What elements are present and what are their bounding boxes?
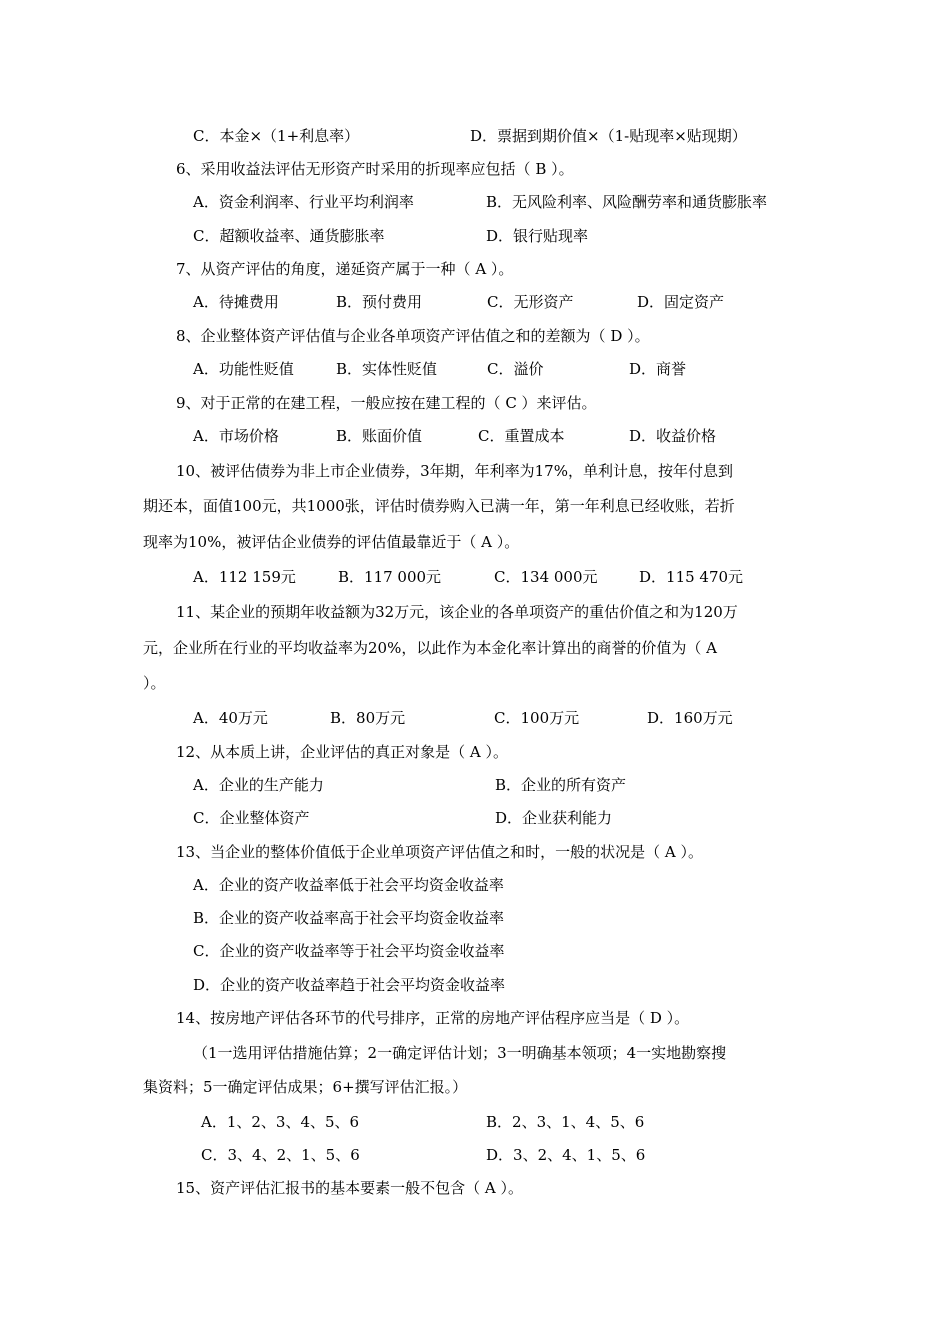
option-a: A．市场价格 [193,427,279,445]
option-a: A．企业的资产收益率低于社会平均资金收益率 [193,876,504,894]
question-14-note: （1一选用评估措施估算；2一确定评估计划；3一明确基本领项；4一实地勘察搜 [193,1044,727,1062]
question-11-cont: 元，企业所在行业的平均收益率为20%，以此作为本金化率计算出的商誉的价值为（ A [143,639,717,657]
question-9: 9、对于正常的在建工程，一般应按在建工程的（ C ）来评估。 [176,394,597,412]
question-14: 14、按房地产评估各环节的代号排序，正常的房地产评估程序应当是（ D ）。 [176,1009,690,1027]
option-d: D．票据到期价值×（1-贴现率×贴现期） [470,127,747,145]
option-d: D．固定资产 [637,293,725,311]
option-c: C．溢价 [487,360,544,378]
option-b: B．无风险利率、风险酬劳率和通货膨胀率 [486,193,768,211]
question-10: 10、被评估债券为非上市企业债券，3年期，年利率为17%，单利计息，按年付息到 [176,462,733,480]
question-12: 12、从本质上讲，企业评估的真正对象是（ A ）。 [176,743,508,761]
option-b: B．实体性贬值 [336,360,438,378]
option-c: C．重置成本 [478,427,565,445]
question-11-cont: ）。 [143,674,166,692]
option-b: B．2、3、1、4、5、6 [486,1113,645,1131]
option-b: B．企业的所有资产 [495,776,627,794]
option-a: A．40万元 [193,709,268,727]
option-d: D．商誉 [629,360,687,378]
question-15: 15、资产评估汇报书的基本要素一般不包含（ A ）。 [176,1179,523,1197]
option-a: A．企业的生产能力 [193,776,324,794]
option-b: B．企业的资产收益率高于社会平均资金收益率 [193,909,505,927]
question-13: 13、当企业的整体价值低于企业单项资产评估值之和时，一般的状况是（ A ）。 [176,843,703,861]
option-c: C．无形资产 [487,293,574,311]
option-a: A．待摊费用 [193,293,279,311]
option-d: D．企业获利能力 [495,809,613,827]
question-10-cont: 现率为10%，被评估企业债券的评估值最靠近于（ A ）。 [143,533,520,551]
option-c: C．企业的资产收益率等于社会平均资金收益率 [193,942,505,960]
question-7: 7、从资产评估的角度，递延资产属于一种（ A ）。 [176,260,514,278]
option-c: C．超额收益率、通货膨胀率 [193,227,385,245]
question-10-cont: 期还本，面值100元，共1000张，评估时债券购入已满一年，第一年利息已经收账，若折 [143,497,735,515]
option-d: D．企业的资产收益率趋于社会平均资金收益率 [193,976,506,994]
option-d: D．115 470元 [639,568,744,586]
option-a: A．功能性贬值 [193,360,294,378]
option-c: C．本金×（1+利息率） [193,127,360,145]
option-d: D．160万元 [647,709,733,727]
option-b: B．80万元 [330,709,406,727]
option-b: B．账面价值 [336,427,423,445]
question-8: 8、企业整体资产评估值与企业各单项资产评估值之和的差额为（ D ）。 [176,327,650,345]
option-c: C．企业整体资产 [193,809,310,827]
option-b: B．预付费用 [336,293,423,311]
option-b: B．117 000元 [338,568,442,586]
option-a: A．112 159元 [193,568,296,586]
question-14-note-cont: 集资料；5一确定评估成果；6+撰写评估汇报。） [143,1078,468,1096]
option-d: D．收益价格 [629,427,717,445]
option-c: C．134 000元 [494,568,598,586]
option-a: A．1、2、3、4、5、6 [201,1113,360,1131]
option-d: D．银行贴现率 [486,227,589,245]
option-c: C．3、4、2、1、5、6 [201,1146,360,1164]
question-11: 11、某企业的预期年收益额为32万元，该企业的各单项资产的重估价值之和为120万 [176,603,738,621]
question-6: 6、采用收益法评估无形资产时采用的折现率应包括（ B ）。 [176,160,574,178]
option-a: A．资金利润率、行业平均利润率 [193,193,414,211]
option-d: D．3、2、4、1、5、6 [486,1146,646,1164]
option-c: C．100万元 [494,709,580,727]
